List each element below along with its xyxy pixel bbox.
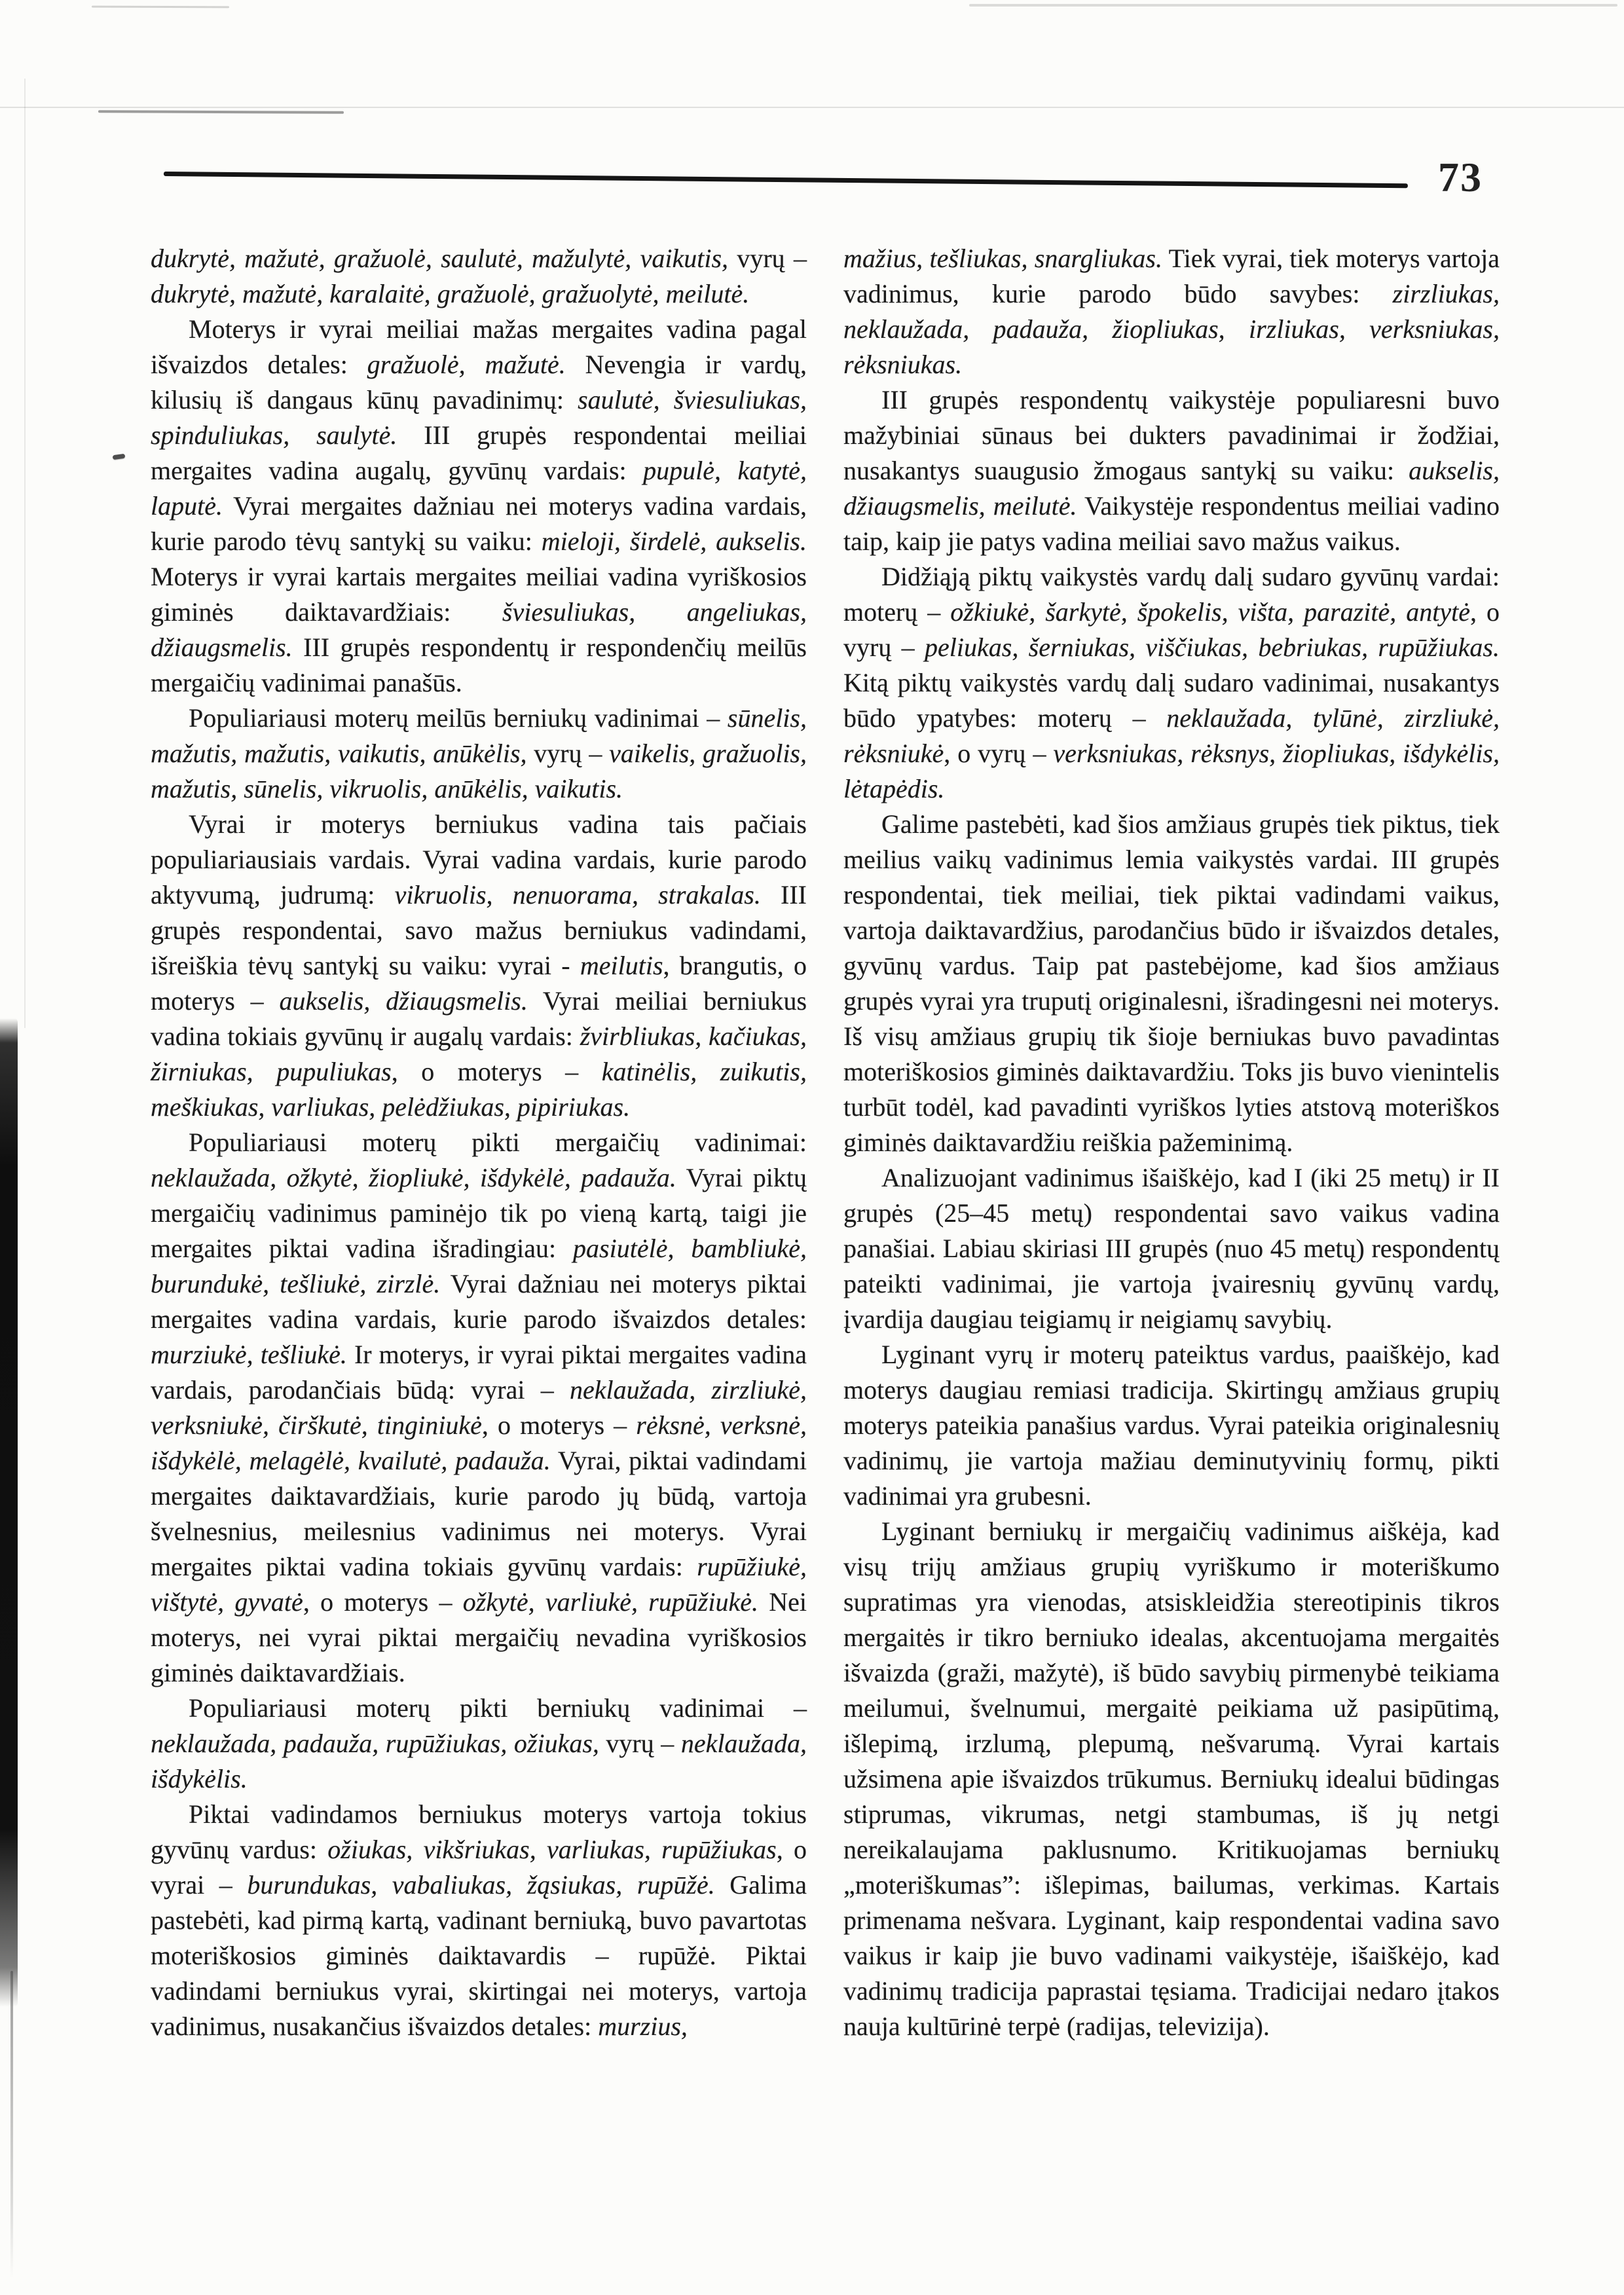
name-example-italic: šviesuliukas, angeliukas, džiaugsmelis.	[151, 597, 807, 662]
body-text: Nei moterys, nei vyrai piktai mergaičių nevadina vyriškosios giminės daiktavardžiais.	[151, 1587, 807, 1687]
name-example-italic: neklaužada, tylūnė, zirzliukė, rėksniukė	[843, 703, 1500, 768]
body-text: , o vyrų –	[944, 739, 1054, 768]
name-example-italic: ožiukas, vikšriukas, varliukas, rupūžiukas	[327, 1835, 777, 1864]
body-text: , o moterys –	[303, 1587, 463, 1617]
name-example-italic: burundukas, vabaliukas, žąsiukas, rupūžė.	[247, 1870, 715, 1900]
body-text: vyrų –	[728, 244, 807, 273]
name-example-italic: neklaužada, zirzliukė, verksniukė, čirškutė, tinginiukė	[151, 1375, 807, 1440]
scan-streak-top-left	[92, 6, 229, 9]
name-example-italic: katinėlis, zuikutis, meškiukas, varliukas, pelėdžiukas, pipiriukas.	[151, 1057, 807, 1122]
name-example-italic: vaikelis, gražuolis, mažutis, sūnelis, vikruolis, anūkėlis, vaikutis.	[151, 739, 807, 803]
body-text: vyrų –	[526, 739, 610, 768]
body-text: Ir moterys, ir vyrai piktai mergaites vadina vardais, parodančiais būdą: vyrai –	[151, 1340, 807, 1405]
name-example-italic: meilutis	[580, 951, 663, 980]
body-text: Vyrai dažniau nei moterys piktai mergaites vadina vardais, kurie parodo išvaizdos detales:	[151, 1269, 807, 1334]
name-example-italic: verksniukas, rėksnys, žiopliukas, išdykėlis, lėtapėdis.	[843, 739, 1500, 803]
paragraph	[151, 1691, 807, 1797]
name-example-italic: mieloji, širdelė, aukselis.	[541, 526, 807, 556]
body-text: , o vyrų –	[843, 597, 1500, 662]
body-text: Kitą piktų vaikystės vardų dalį sudaro vadinimai, nusakantys būdo ypatybes: moterų –	[843, 668, 1500, 733]
body-text: Galima pastebėti, kad pirmą kartą, vadinant berniuką, buvo pavartotas moteriškosios giminės daiktavardis – rupūžė. Piktai vadindami berniukus vyrai, skirtingai nei moterys, vartoja vadinimus, nusakančius išvaizdos detales:	[151, 1870, 807, 2041]
body-text: Populiariausi moterų meilūs berniukų vadinimai –	[189, 703, 728, 733]
body-text: Lyginant berniukų ir mergaičių vadinimus aiškėja, kad visų trijų amžiaus grupių vyriškumo ir moteriškumo supratimas yra vienodas, atsiskleidžia stereotipinis tikros mergaitės ir tikro berniuko idealas, akcentuojama mergaitės išvaizda (graži, mažytė), iš būdo savybių pirmenybė teikiama meilumui, švelnumui, mergaitė peikiama už pasipūtimą, išlepimą, irzlumą, plepumą, nešvarumą. Vyrai kartais užsimena apie išvaizdos trūkumus. Berniukų idealui būdingas stiprumas, vikrumas, netgi stambumas, iš jų netgi nereikalaujama paklusnumo. Kritikuojamas berniukų „moteriškumas”: išlepimas, bailumas, verkimas. Kartais primenama nešvara. Lyginant, kaip respondentai vadina savo vaikus ir kaip jie buvo vadinami vaikystėje, išaiškėjo, kad vadinimų tradicija paprastai tęsiama. Tradicijai nedaro įtakos nauja kultūrinė terpė (radijas, televizija).	[843, 1516, 1500, 2041]
body-text: Moterys ir vyrai meiliai mažas mergaites vadina pagal išvaizdos detales:	[151, 314, 807, 379]
scan-left-edge-bar	[0, 1018, 18, 2007]
body-text: Didžiąją piktų vaikystės vardų dalį sudaro gyvūnų vardai: moterų –	[843, 562, 1500, 627]
scan-streak-top-right	[969, 4, 1617, 7]
paragraph	[151, 807, 807, 1125]
name-example-italic: neklaužada, išdykėlis.	[151, 1729, 807, 1793]
name-example-italic: dukrytė, mažutė, gražuolė, saulutė, mažulytė, vaikutis,	[151, 244, 729, 273]
body-text: Populiariausi moterų pikti berniukų vadinimai –	[189, 1693, 807, 1723]
page-number: 73	[1438, 154, 1483, 200]
name-example-italic: pupulė, katytė, laputė.	[151, 456, 807, 521]
paragraph	[843, 1337, 1500, 1514]
text-column-right	[843, 241, 1500, 2044]
paragraph	[151, 312, 807, 701]
body-text: Moterys ir vyrai kartais mergaites meiliai vadina vyriškosios giminės daiktavardžiais:	[151, 562, 807, 627]
stray-ink-mark	[113, 454, 126, 460]
body-text: Populiariausi moterų pikti mergaičių vadinimai:	[189, 1128, 807, 1157]
paragraph	[151, 241, 807, 312]
paragraph	[151, 1125, 807, 1691]
name-example-italic: sūnelis, mažutis, mažutis, vaikutis, anūkėlis,	[151, 703, 807, 768]
paragraph	[151, 1797, 807, 2044]
name-example-italic: ožkiukė, šarkytė, špokelis, višta, parazitė, antytė	[950, 597, 1470, 627]
name-example-italic: aukselis, džiaugsmelis.	[279, 986, 528, 1016]
scan-dark-streak	[98, 110, 344, 114]
body-text: , brangutis, o moterys –	[151, 951, 807, 1016]
name-example-italic: rupūžiukė, vištytė, gyvatė	[151, 1552, 807, 1617]
body-text: Vyrai ir moterys berniukus vadina tais pačiais populiariausiais vardais. Vyrai vadina vardais, kurie parodo aktyvumą, judrumą:	[151, 809, 807, 909]
name-example-italic: neklaužada, padauža, rupūžiukas, ožiukas,	[151, 1729, 599, 1758]
name-example-italic: zirzliukas, neklaužada, padauža, žiopliukas, irzliukas, verksniukas, rėksniukas.	[843, 279, 1500, 379]
body-text: , o moterys –	[391, 1057, 602, 1086]
page-edge-line	[24, 79, 26, 1028]
name-example-italic: murzius,	[598, 2011, 688, 2041]
name-example-italic: dukrytė, mažutė, karalaitė, gražuolė, gražuolytė, meilutė.	[151, 279, 750, 308]
name-example-italic: rėksnė, verksnė, išdykėlė, melagėlė, kvailutė, padauža.	[151, 1410, 807, 1475]
scan-left-edge-trace	[10, 1971, 13, 2279]
paragraph	[151, 701, 807, 807]
name-example-italic: vikruolis, nenuorama, strakalas.	[394, 880, 761, 909]
scan-faint-horizontal-line	[0, 107, 1624, 108]
paragraph	[843, 559, 1500, 807]
body-text: Vaikystėje respondentus meiliai vadino taip, kaip jie patys vadina meiliai savo mažus vaikus.	[843, 491, 1500, 556]
text-column-left	[151, 241, 807, 2044]
body-text: III grupės respondentų vaikystėje populiaresni buvo mažybiniai sūnaus bei dukters pavadinimai ir žodžiai, nusakantys suaugusio žmogaus santykį su vaiku:	[843, 385, 1500, 485]
header-rule	[164, 172, 1408, 188]
paragraph	[843, 1160, 1500, 1337]
name-example-italic: ožkytė, varliukė, rupūžiukė.	[462, 1587, 758, 1617]
paragraph	[843, 1514, 1500, 2044]
body-text: Nevengia ir vardų, kilusių iš dangaus kūnų pavadinimų:	[151, 350, 807, 414]
body-text: vyrų –	[599, 1729, 681, 1758]
body-text: Vyrai mergaites dažniau nei moterys vadina vardais, kurie parodo tėvų santykį su vaiku:	[151, 491, 807, 556]
name-example-italic: peliukas, šerniukas, viščiukas, bebriukas, rupūžiukas.	[925, 633, 1500, 662]
body-text: III grupės respondentai meiliai mergaites vadina augalų, gyvūnų vardais:	[151, 420, 807, 485]
body-text: Piktai vadindamos berniukus moterys vartoja tokius gyvūnų vardus:	[151, 1799, 807, 1864]
body-text: III grupės respondentai, savo mažus berniukus vadindami, išreiškia tėvų santykį su vaiku: vyrai -	[151, 880, 807, 980]
body-text: III grupės respondentų ir respondenčių meilūs mergaičių vadinimai panašūs.	[151, 633, 807, 697]
name-example-italic: žvirbliukas, kačiukas, žirniukas, pupuliukas	[151, 1021, 807, 1086]
body-text: Tiek vyrai, tiek moterys vartoja vadinimus, kurie parodo būdo savybes:	[843, 244, 1500, 308]
body-text: Vyrai piktų mergaičių vadinimus paminėjo tik po vieną kartą, taigi jie mergaites piktai vadina išradingiau:	[151, 1163, 807, 1263]
name-example-italic: pasiutėlė, bambliukė, burundukė, tešliukė, zirzlė.	[151, 1234, 807, 1298]
name-example-italic: saulutė, šviesuliukas, spinduliukas, saulytė.	[151, 385, 807, 450]
name-example-italic: mažius, tešliukas, snargliukas.	[843, 244, 1163, 273]
body-text: Lyginant vyrų ir moterų pateiktus vardus, paaiškėjo, kad moterys daugiau remiasi tradicija. Skirtingų amžiaus grupių moterys pateikia panašius vardus. Vyrai pateikia originalesnių vadinimų, jie vartoja mažiau deminutyvinių formų, pikti vadinimai yra grubesni.	[843, 1340, 1500, 1511]
name-example-italic: gražuolė, mažutė.	[367, 350, 566, 379]
name-example-italic: murziukė, tešliukė.	[151, 1340, 347, 1369]
body-text: Analizuojant vadinimus išaiškėjo, kad I (iki 25 metų) ir II grupės (25–45 metų) respondentai savo vaikus vadina panašiai. Labiau skiriasi III grupės (nuo 45 metų) respondentų pateikti vadinimai, jie vartoja įvairesnių gyvūnų vardų, įvardija daugiau teigiamų ir neigiamų savybių.	[843, 1163, 1500, 1334]
paragraph	[843, 807, 1500, 1160]
name-example-italic: neklaužada, ožkytė, žiopliukė, išdykėlė, padauža.	[151, 1163, 676, 1192]
name-example-italic: aukselis, džiaugsmelis, meilutė.	[843, 456, 1500, 521]
body-text: Galime pastebėti, kad šios amžiaus grupės tiek piktus, tiek meilius vaikų vadinimus lemia vaikystės vardai. III grupės respondentai, tiek meiliai, tiek piktai vadindami vaikus, vartoja daiktavardžius, parodančius būdo ir išvaizdos detales, gyvūnų vardus. Taip pat pastebėjome, kad šios amžiaus grupės vyrai yra truputį originalesni, išradingesni nei moterys. Iš visų amžiaus grupių tik šioje berniukas buvo pavadintas moteriškosios giminės daiktavardžiu. Toks jis buvo vienintelis turbūt todėl, kad pavadinti vyriškos lyties atstovą moteriškos giminės daiktavardžiu reiškia pažeminimą.	[843, 809, 1500, 1157]
paragraph	[843, 241, 1500, 382]
body-text: , o vyrai –	[151, 1835, 807, 1900]
body-text: Vyrai meiliai berniukus vadina tokiais gyvūnų ir augalų vardais:	[151, 986, 807, 1051]
body-text: , o moterys –	[481, 1410, 637, 1440]
body-text: Vyrai, piktai vadindami mergaites daiktavardžiais, kurie parodo jų būdą, vartoja švelnesnius, meilesnius vadinimus nei moterys. Vyrai mergaites piktai vadina tokiais gyvūnų vardais:	[151, 1446, 807, 1581]
paragraph	[843, 382, 1500, 559]
